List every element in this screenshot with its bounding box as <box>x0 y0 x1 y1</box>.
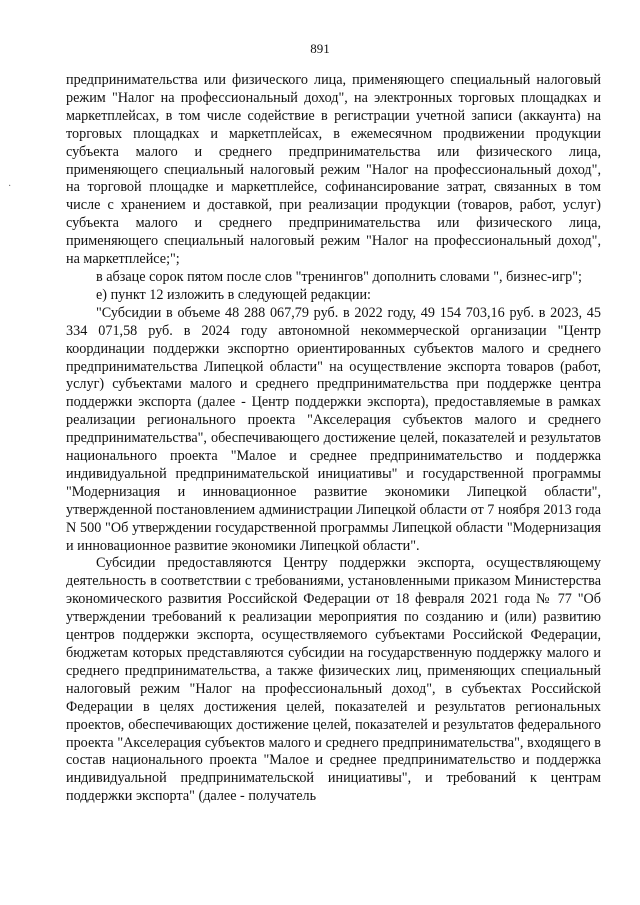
paragraph: "Субсидии в объеме 48 288 067,79 руб. в 2022 году, 49 154 703,16 руб. в 2023, 45 334 071,58 руб. в 2024 году автономной некоммерческой организации "Центр координации поддержки экспортно ориентированных субъектов малого и среднего предпринимательства Липецкой области" на осуществление экспорта товаров (работ, услуг) субъектами малого и среднего предпринимательства при поддержке центра поддержки экспорта (далее - Центр поддержки экспорта), предоставляемые в рамках реализации регионального проекта "Акселерация субъектов малого и среднего предпринимательства", обеспечивающего достижение целей, показателей и результатов национального проекта "Малое и среднее предпринимательство и поддержка индивидуальной предпринимательской инициативы" и государственной программы "Модернизация и инновационное развитие экономики Липецкой области", утвержденной постановлением администрации Липецкой области от 7 ноября 2013 года N 500 "Об утверждении государственной программы Липецкой области "Модернизация и инновационное развитие экономики Липецкой области". <box>66 304 601 554</box>
paragraph: предпринимательства или физического лица, применяющего специальный налоговый режим "Налог на профессиональный доход", на электронных торговых площадках и маркетплейсах, в том числе содействие в регистрации учетной записи (аккаунта) на торговых площадках и маркетплейсах, в ежемесячном продвижении продукции субъекта малого и среднего предпринимательства или физического лица, применяющего специальный налоговый режим "Налог на профессиональный доход", на торговой площадке и маркетплейсе, софинансирование затрат, связанных в том числе с хранением и доставкой, при реализации продукции (товаров, работ, услуг) субъекта малого и среднего предпринимательства или физического лица, применяющего специальный налоговый режим "Налог на профессиональный доход", на маркетплейсе;"; <box>66 72 601 268</box>
paragraph: е) пункт 12 изложить в следующей редакции: <box>96 286 371 303</box>
page-number: 891 <box>310 41 330 56</box>
document-body <box>66 72 601 806</box>
paragraph: Субсидии предоставляются Центру поддержки экспорта, осуществляющему деятельность в соответствии с требованиями, установленными приказом Министерства экономического развития Российской Федерации от 18 февраля 2021 года № 77 "Об утверждении требований к реализации мероприятия по созданию и (или) развитию центров поддержки экспорта, осуществляемого субъектами Российской Федерации, бюджетам которых представляются субсидии на государственную поддержку малого и среднего предпринимательства, а также физических лиц, применяющих специальный налоговый режим "Налог на профессиональный доход", в субъектах Российской Федерации в целях достижения целей, показателей и результатов региональных проектов, обеспечивающих достижение целей, показателей и результатов федерального проекта "Акселерация субъектов малого и среднего предпринимательства", входящего в состав национального проекта "Малое и среднее предпринимательство и поддержка индивидуальной предпринимательской инициативы", и требований к центрам поддержки экспорта" (далее - получатель <box>66 555 601 805</box>
paragraph: в абзаце сорок пятом после слов "тренингов" дополнить словами ", бизнес-игр"; <box>96 268 582 285</box>
margin-mark: · <box>8 181 12 192</box>
